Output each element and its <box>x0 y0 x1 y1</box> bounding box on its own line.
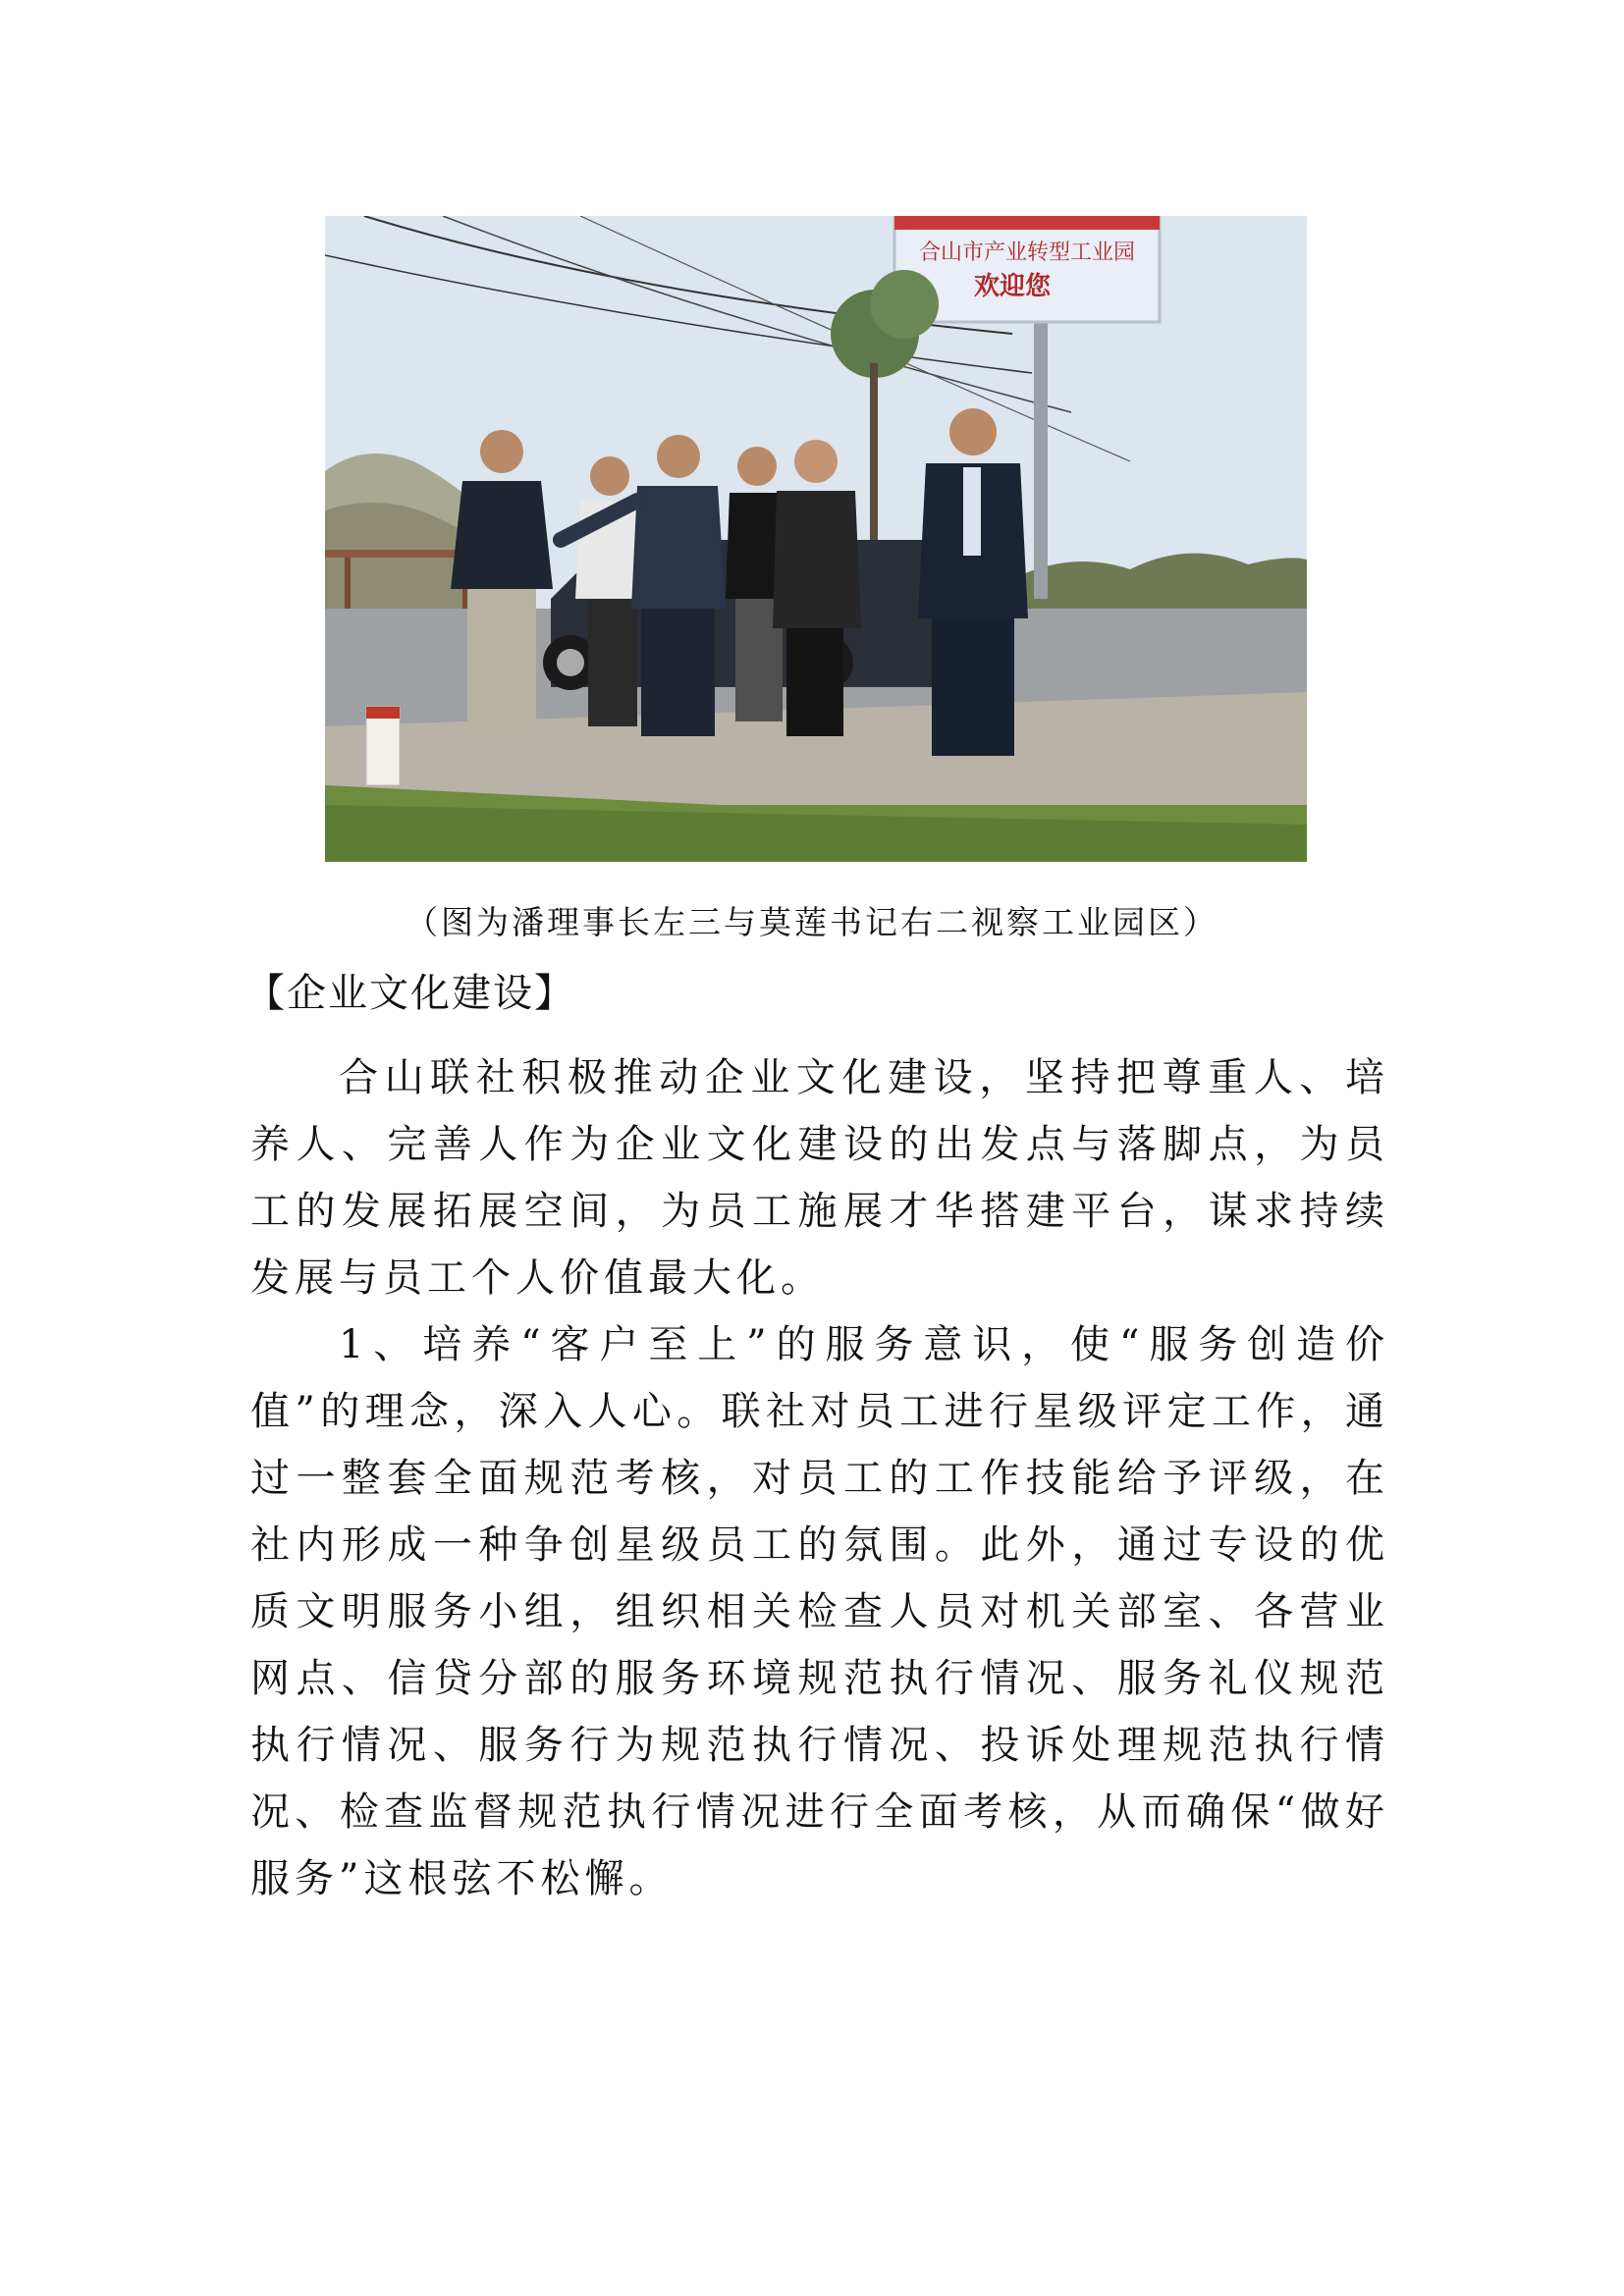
section-heading: 【企业文化建设】 <box>245 971 575 1016</box>
paragraph-service-awareness: 1、培养“客户至上”的服务意识，使“服务创造价值”的理念，深入人心。联社对员工进行星级评定工作，通过一整套全面规范考核，对员工的工作技能给予评级，在社内形成一种争创星级员工的氛围。此外，通过专设的优质文明服务小组，组织相关检查人员对机关部室、各营业网点、信贷分部的服务环境规范执行情况、服务礼仪规范执行情况、服务行为规范执行情况、投诉处理规范执行情况、检查监督规范执行情况进行全面考核，从而确保“做好服务”这根弦不松懈。 <box>250 1322 1389 1901</box>
billboard-text-line2: 欢迎您 <box>973 272 1052 301</box>
paragraph-intro: 合山联社积极推动企业文化建设，坚持把尊重人、培养人、完善人作为企业文化建设的出发点与落脚点，为员工的发展拓展空间，为员工施展才华搭建平台，谋求持续发展与员工个人价值最大化。 <box>250 1055 1389 1301</box>
inspection-photo <box>325 216 1307 862</box>
photo-caption: （图为潘理事长左三与莫莲书记右二视察工业园区） <box>406 903 1218 941</box>
billboard-text-line1: 合山市产业转型工业园 <box>918 240 1136 265</box>
